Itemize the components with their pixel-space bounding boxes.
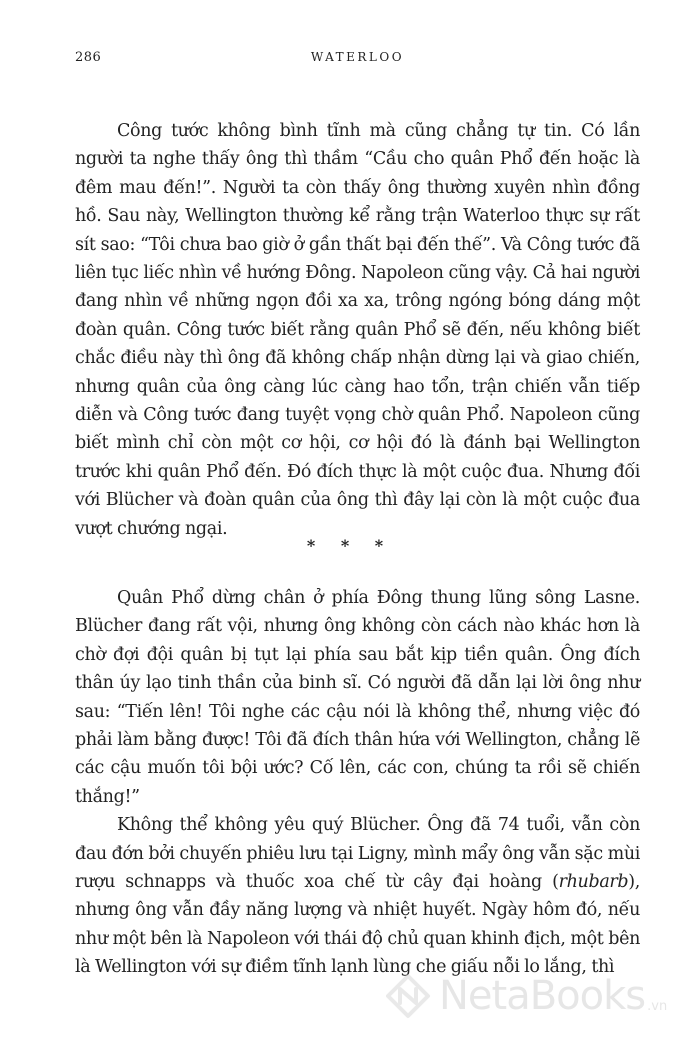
text-block-before-break (75, 117, 640, 543)
watermark-brand: NetaBooks (439, 973, 646, 1019)
paragraph: Không thể không yêu quý Blücher. Ông đã 74 tuổi, vẫn còn đau đớn bởi chuyến phiêu lưu tại Ligny, mình mẩy ông vẫn sặc mùi rượu schnapps và thuốc xoa chế từ cây đại hoàng (rhubarb), nhưng ông vẫn đầy năng lượng và nhiệt huyết. Ngày hôm đó, nếu như một bên là Napoleon với thái độ chủ quan khinh địch, một bên là Wellington với sự điềm tĩnh lạnh lùng che giấu nỗi lo lắng, thì (75, 815, 640, 978)
scene-break: * * * (306, 536, 394, 555)
page-number: 286 (75, 50, 102, 65)
watermark-suffix: .vn (647, 999, 668, 1014)
running-title: WATERLOO (310, 50, 405, 64)
text-block-after-break (75, 584, 640, 982)
watermark (385, 968, 667, 1024)
page-header (75, 50, 640, 72)
netabooks-logo-icon (385, 973, 431, 1019)
paragraph: Công tước không bình tĩnh mà cũng chẳng tự tin. Có lần người ta nghe thấy ông thì thầm “Cầu cho quân Phổ đến hoặc là đêm mau đến!”. Người ta còn thấy ông thường xuyên nhìn đồng hồ. Sau này, Wellington thường kể rằng trận Waterloo thực sự rất sít sao: “Tôi chưa bao giờ ở gần thất bại đến thế”. Và Công tước đã liên tục liếc nhìn về hướng Đông. Napoleon cũng vậy. Cả hai người đang nhìn về những ngọn đồi xa xa, trông ngóng bóng dáng một đoàn quân. Công tước biết rằng quân Phổ sẽ đến, nếu không biết chắc điều này thì ông đã không chấp nhận dừng lại và giao chiến, nhưng quân của ông càng lúc càng hao tổn, trận chiến vẫn tiếp diễn và Công tước đang tuyệt vọng chờ quân Phổ. Napoleon cũng biết mình chỉ còn một cơ hội, cơ hội đó là đánh bại Wellington trước khi quân Phổ đến. Đó đích thực là một cuộc đua. Nhưng đối với Blücher và đoàn quân của ông thì đây lại còn là một cuộc đua vượt chướng ngại. (75, 121, 640, 539)
paragraph: Quân Phổ dừng chân ở phía Đông thung lũng sông Lasne. Blücher đang rất vội, nhưng ông không còn cách nào khác hơn là chờ đợi đội quân bị tụt lại phía sau bắt kịp tiền quân. Ông đích thân úy lạo tinh thần của binh sĩ. Có người đã dẫn lại lời ông như sau: “Tiến lên! Tôi nghe các cậu nói là không thể, nhưng việc đó phải làm bằng được! Tôi đã đích thân hứa với Wellington, chẳng lẽ các cậu muốn tôi bội ước? Cố lên, các con, chúng ta rồi sẽ chiến thắng!” (75, 588, 640, 807)
